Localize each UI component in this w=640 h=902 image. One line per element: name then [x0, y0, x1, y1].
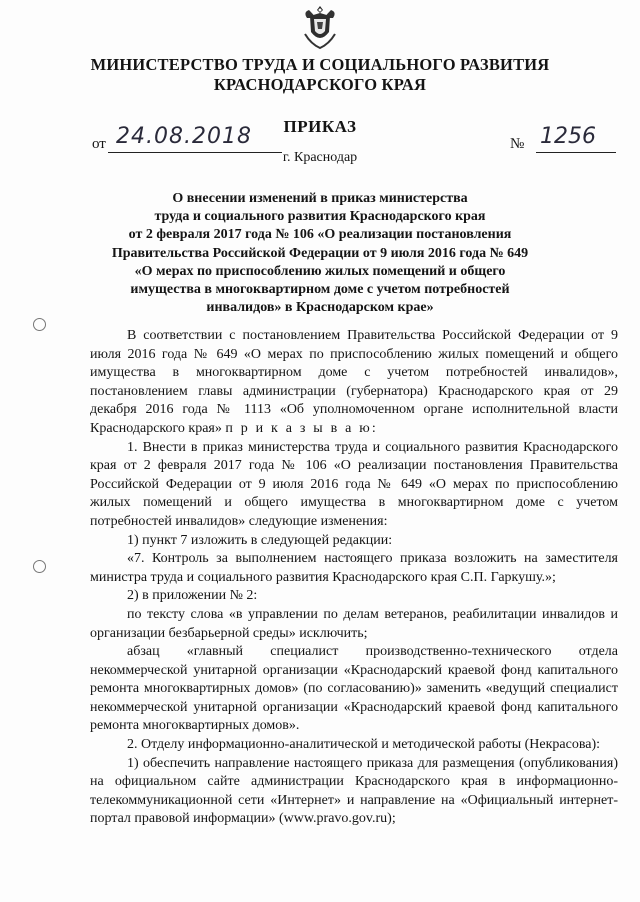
ministry-name-line1: МИНИСТЕРСТВО ТРУДА И СОЦИАЛЬНОГО РАЗВИТИЯ — [90, 55, 550, 74]
subject-line: труда и социального развития Краснодарского края — [154, 209, 486, 225]
subject-line: «О мерах по приспособлению жилых помещений и общего — [134, 263, 506, 279]
clause-1-2-a: по тексту слова «в управлении по делам ветеранов, реабилитации инвалидов и организации безбарьерной среды» исключить; — [90, 606, 618, 641]
clause-1-1-text: «7. Контроль за выполнением настоящего приказа возложить на заместителя министра труда и социального развития Краснодарского края С.П. Гаркушу.»; — [90, 551, 618, 585]
handwritten-number: 1256 — [540, 124, 596, 149]
handwritten-date: 24.08.2018 — [116, 124, 252, 149]
clause-2-1: 1) обеспечить направление настоящего приказа для размещения (опубликования) на официальном сайте администрации Краснодарского края в информационно-телекоммуникационной сети «Интернет» и направление на «Официальный интернет-портал правовой информации» (www.pravo.gov.ru); — [90, 755, 618, 827]
clause-1-2-b: абзац «главный специалист производственно-технического отдела некоммерческой унитарной организации «Краснодарский краевой фонд капитального ремонта многоквартирных домов» (по согласованию)» заменить «ведущий специалист некоммерческой унитарной организации «Краснодарский краевой фонд капитального ремонта многоквартирных домов». — [90, 644, 618, 734]
coat-of-arms-emblem — [301, 4, 339, 50]
clause-1-2: 2) в приложении № 2: — [127, 588, 258, 604]
order-body — [90, 327, 618, 829]
ministry-name-line2: КРАСНОДАРСКОГО КРАЯ — [213, 75, 427, 94]
preamble-text: В соответствии с постановлением Правительства Российской Федерации от 9 июля 2016 года № 649 «О мерах по приспособлению жилых помещений и общего имущества в многоквартирном доме с учетом потребностей инвалидов», постановлением главы администрации (губернатора) Краснодарского края от 29 декабря 2016 года № 1113 «Об уполномоченном органе исполнительной власти Краснодарского края» — [90, 328, 618, 436]
preamble-paragraph — [90, 327, 618, 439]
city-line: г. Краснодар — [282, 150, 358, 165]
clause-2: 2. Отделу информационно-аналитической и методической работы (Некрасова): — [127, 737, 601, 753]
number-label: № — [510, 136, 525, 152]
order-subject — [90, 190, 550, 317]
subject-line: инвалидов» в Краснодарском крае» — [206, 300, 434, 316]
document-type-title: ПРИКАЗ — [283, 117, 357, 136]
subject-line: имущества в многоквартирном доме с учетом потребностей — [130, 282, 510, 298]
clause-1: 1. Внести в приказ министерства труда и социального развития Краснодарского края от 2 февраля 2017 года № 106 «О реализации постановления Правительства Российской Федерации от 9 июля 2016 года № 649 «О мерах по приспособлению жилых помещений и общего имущества в многоквартирном доме с учетом потребностей инвалидов» следующие изменения: — [90, 439, 618, 529]
punch-hole-mark — [33, 318, 46, 331]
subject-line: О внесении изменений в приказ министерства — [172, 191, 468, 206]
subject-line: от 2 февраля 2017 года № 106 «О реализации постановления — [128, 227, 512, 243]
subject-line: Правительства Российской Федерации от 9 июля 2016 года № 649 — [111, 245, 529, 261]
clause-1-1: 1) пункт 7 изложить в следующей редакции: — [127, 532, 393, 548]
punch-hole-mark — [33, 560, 46, 573]
orders-word: п р и к а з ы в а ю: — [225, 420, 378, 436]
date-label: от — [92, 136, 106, 152]
